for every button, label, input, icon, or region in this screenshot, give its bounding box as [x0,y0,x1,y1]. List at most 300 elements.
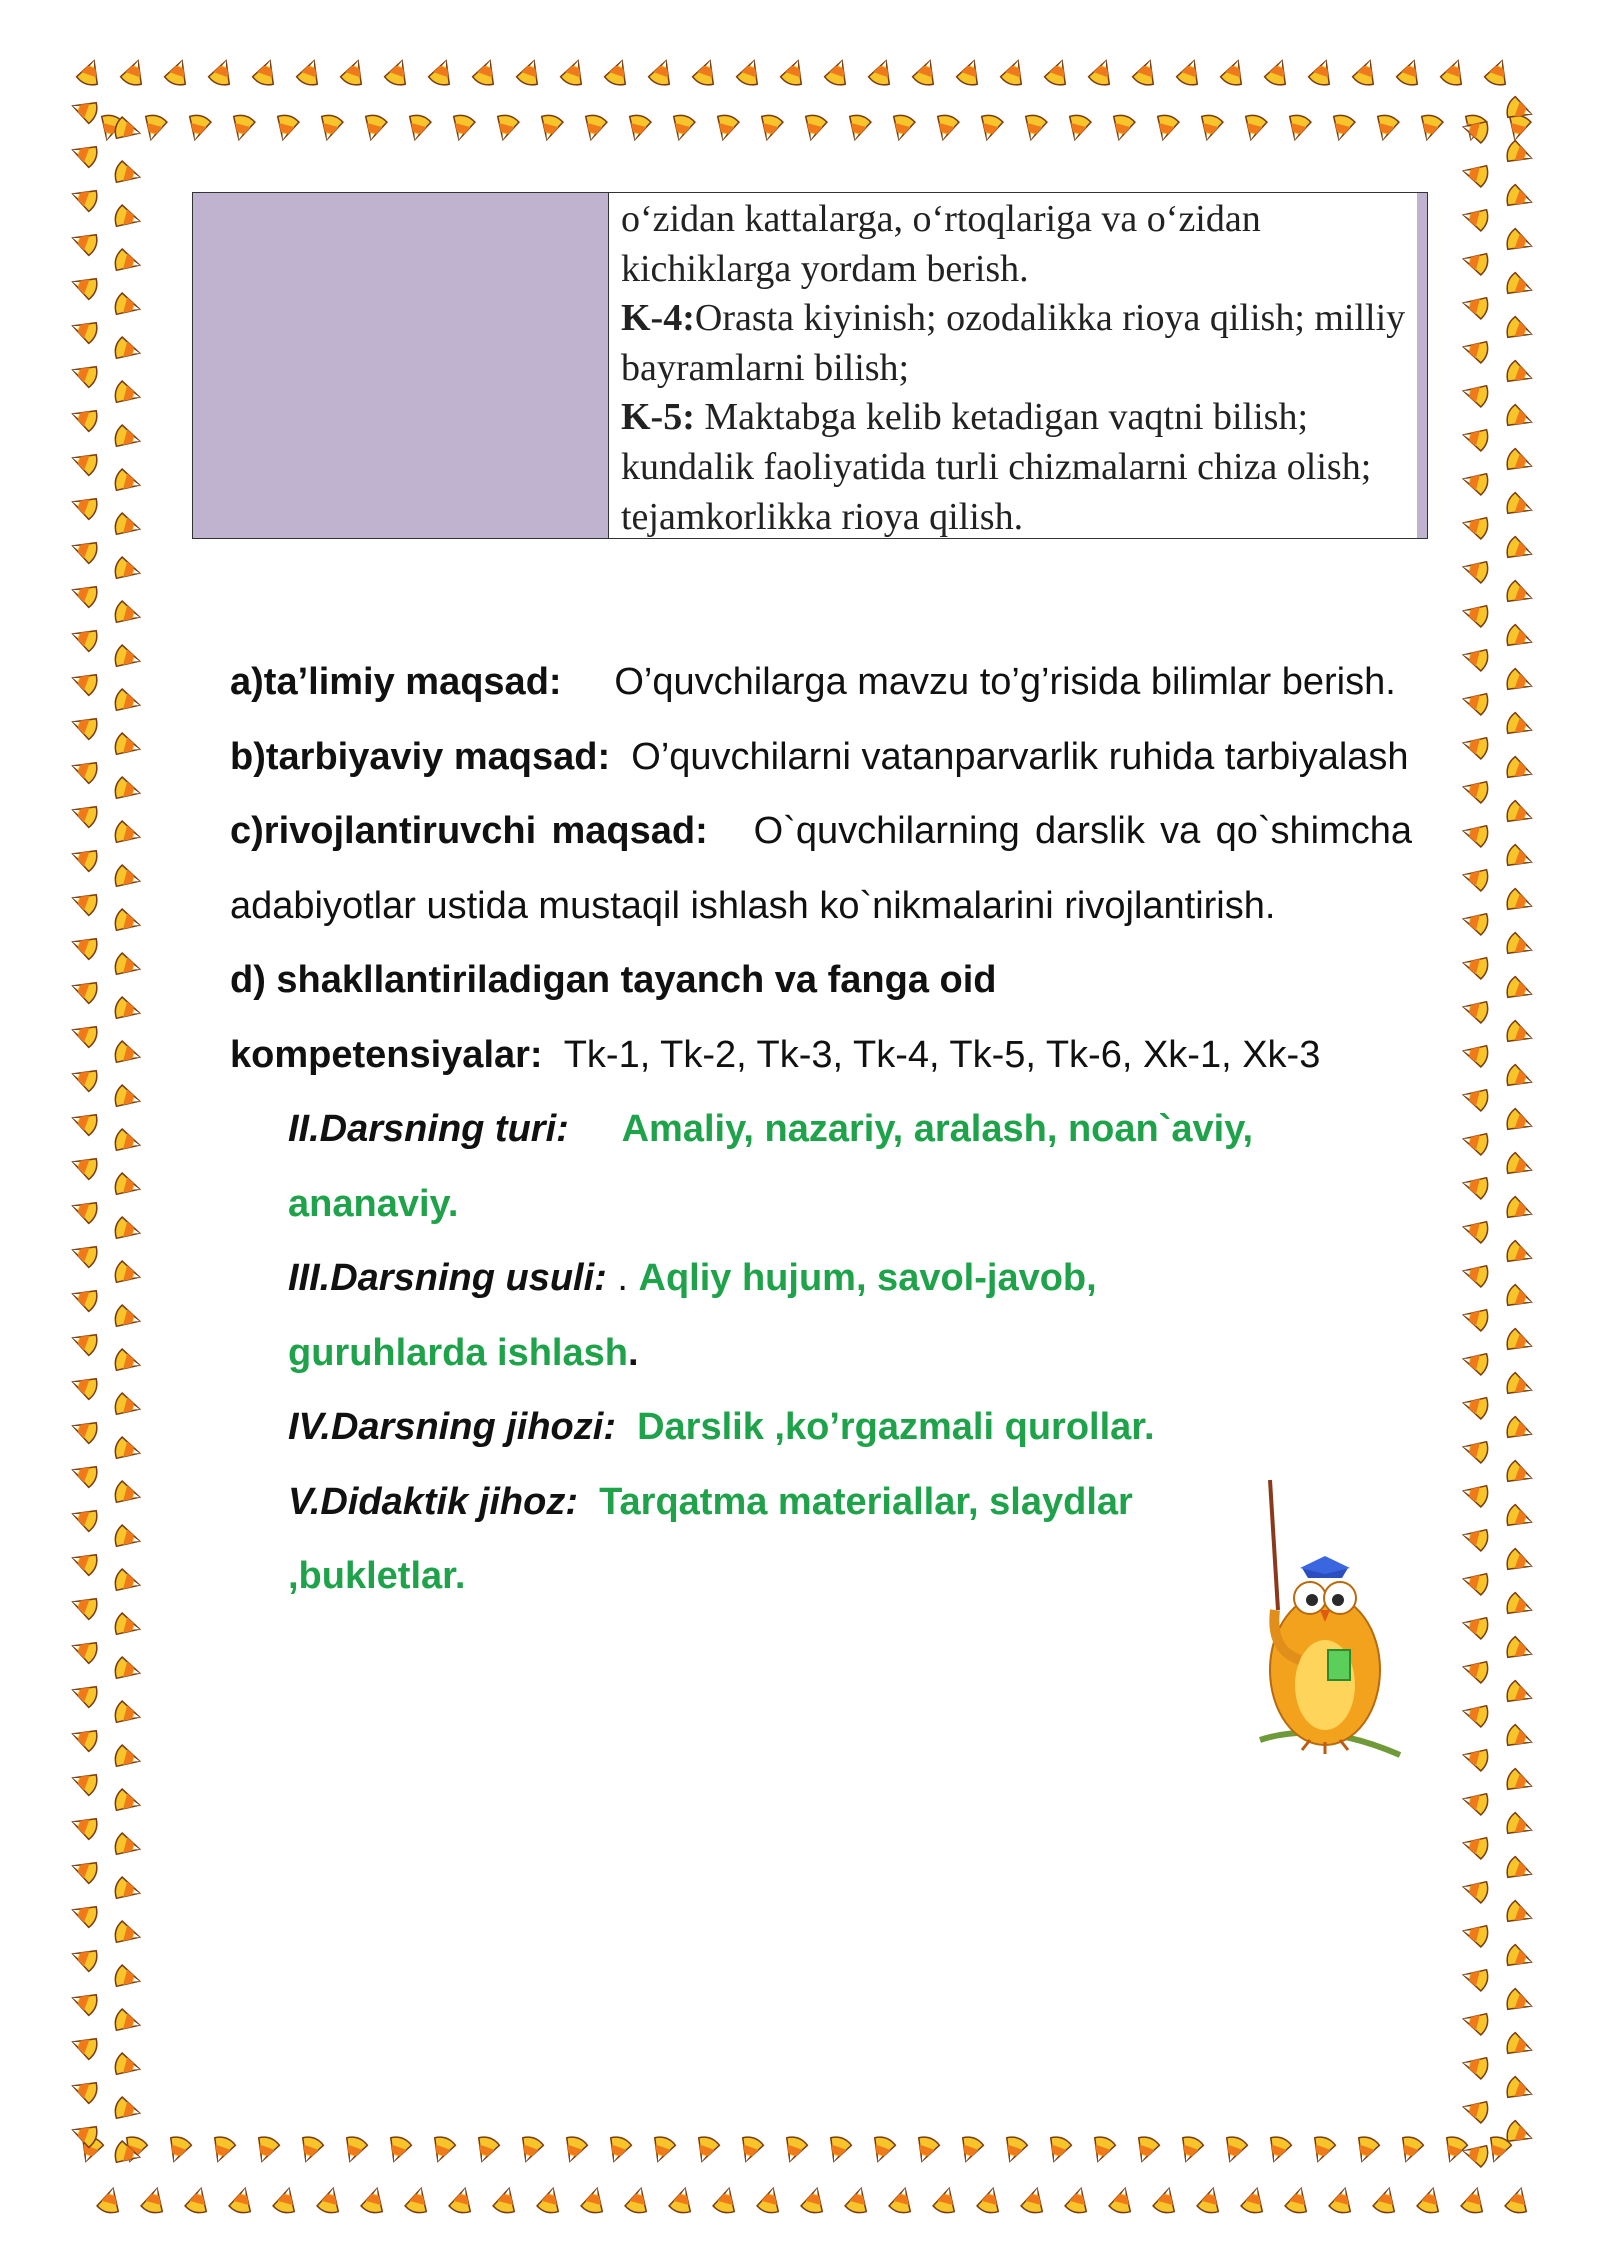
candy-corn-icon [1284,113,1312,142]
candy-corn-icon [1461,1040,1490,1068]
candy-corn-icon [1504,1327,1535,1356]
candy-corn-icon [1264,2134,1293,2165]
candy-corn-icon [272,113,300,142]
candy-corn-icon [113,1876,142,1904]
candy-corn-icon [1504,1459,1535,1488]
candy-corn-icon [1461,996,1490,1024]
candy-corn-icon [1504,1371,1535,1400]
candy-corn-icon [516,2134,545,2165]
candy-corn-icon [1504,1019,1535,1048]
candy-corn-icon [184,113,212,142]
candy-corn-icon [1461,1920,1490,1948]
candy-corn-icon [712,113,740,142]
candy-corn-icon [1020,113,1048,142]
candy-corn-icon [184,2186,212,2215]
candy-corn-icon [69,1064,100,1093]
candy-corn-icon [113,1964,142,1992]
candy-corn-icon [1461,1480,1490,1508]
candy-corn-icon [1461,468,1490,496]
candy-corn-icon [69,1196,100,1225]
candy-corn-icon [1461,204,1490,232]
candy-corn-icon [69,888,100,917]
candy-corn-icon [492,113,520,142]
candy-corn-icon [976,113,1004,142]
candy-corn-icon [113,1744,142,1772]
lesson-method-sep: . [606,1257,639,1299]
candy-corn-icon [1504,447,1535,476]
candy-corn-icon [603,57,632,88]
candy-corn-icon [164,2134,193,2165]
candy-corn-icon [1108,2186,1136,2215]
candy-corn-icon [1504,1107,1535,1136]
candy-corn-icon [1196,113,1224,142]
candy-corn-icon [69,1372,100,1401]
candy-corn-icon [1504,139,1535,168]
lesson-method-label: III.Darsning usuli: [288,1257,607,1299]
candy-corn-icon [1504,315,1535,344]
table-right-cell [609,193,1427,538]
candy-corn-icon [69,756,100,785]
candy-corn-icon [1461,1656,1490,1684]
candy-corn-icon [1504,1679,1535,1708]
candy-corn-icon [1308,2134,1337,2165]
candy-corn-icon [1461,424,1490,452]
candy-corn-icon [113,644,142,672]
candy-corn-icon [113,1568,142,1596]
candy-corn-icon [69,2076,100,2105]
candy-corn-icon [1461,380,1490,408]
candy-corn-icon [113,1788,142,1816]
candy-corn-icon [932,2186,960,2215]
candy-corn-icon [1504,1547,1535,1576]
candy-corn-icon [580,113,608,142]
candy-corn-icon [1504,1899,1535,1928]
candy-corn-icon [1220,2134,1249,2165]
candy-corn-icon [867,57,896,88]
candy-corn-icon [888,113,916,142]
candy-corn-icon [1461,336,1490,364]
lesson-method-end: . [627,1331,639,1374]
candy-corn-icon [536,113,564,142]
candy-corn-icon [868,2134,897,2165]
goal-b [230,720,1412,795]
candy-corn-icon [1504,2075,1535,2104]
candy-corn-icon [515,57,544,88]
goal-d-label-line1: d) shakllantiriladigan tayanch va fanga oid [230,959,997,1001]
candy-corn-icon [1461,1436,1490,1464]
candy-corn-icon [648,2134,677,2165]
candy-corn-icon [888,2186,916,2215]
candy-corn-icon [956,2134,985,2165]
candy-corn-icon [624,2186,652,2215]
candy-corn-icon [691,57,720,88]
candy-corn-icon [1263,57,1292,88]
competency-table [192,192,1428,539]
goal-c-text: O`quvchilarning darslik va qo`shimcha adabiyotlar ustida mustaqil ishlash ko`nikmalarini rivojlantirish. [230,810,1412,927]
candy-corn-icon [1461,1744,1490,1772]
candy-corn-icon [1504,623,1535,652]
candy-corn-icon [1461,644,1490,672]
k4-text: Orasta kiyinish; ozodalikka rioya qilish; milliy bayramlarni bilish; [621,297,1406,389]
candy-corn-icon [1461,688,1490,716]
lesson-type-label: II.Darsning turi: [288,1108,569,1150]
candy-corn-icon [1504,887,1535,916]
candy-corn-icon [472,2134,501,2165]
candy-corn-icon [1152,2186,1180,2215]
candy-corn-icon [912,2134,941,2165]
candy-corn-icon [69,492,100,521]
candy-corn-icon [1504,1987,1535,2016]
candy-corn-icon [69,1768,100,1797]
candy-corn-icon [113,512,142,540]
candy-corn-icon [427,57,456,88]
candy-corn-icon [69,1504,100,1533]
candy-corn-icon [113,1348,142,1376]
candy-corn-icon [1196,2186,1224,2215]
candy-corn-icon [756,2186,784,2215]
candy-corn-icon [1504,1283,1535,1312]
candy-corn-icon [1504,755,1535,784]
candy-corn-icon [113,292,142,320]
candy-corn-icon [1461,512,1490,540]
candy-corn-icon [113,908,142,936]
candy-corn-icon [580,2186,608,2215]
candy-corn-icon [999,57,1028,88]
candy-corn-icon [69,2032,100,2061]
candy-corn-icon [1504,711,1535,740]
candy-corn-icon [208,2134,237,2165]
candy-corn-icon [69,800,100,829]
candy-corn-icon [69,1020,100,1049]
candy-corn-icon [1461,1260,1490,1288]
candy-corn-icon [113,556,142,584]
candy-corn-icon [69,976,100,1005]
candy-corn-icon [1064,2186,1092,2215]
candy-corn-icon [113,1260,142,1288]
candy-corn-icon [1132,2134,1161,2165]
table-left-cell [193,193,609,538]
candy-corn-icon [1504,1151,1535,1180]
candy-corn-icon [844,2186,872,2215]
k4-label: K-4: [621,297,695,340]
table-cell-text: o‘zidan kattalarga, o‘rtoqlariga va o‘zidan kichiklarga yordam berish. [621,198,1261,290]
candy-corn-icon [1440,2134,1469,2165]
candy-corn-icon [228,2186,256,2215]
candy-corn-icon [360,2186,388,2215]
candy-corn-icon [668,2186,696,2215]
candy-corn-icon [113,732,142,760]
candy-corn-icon [1396,2134,1425,2165]
candy-corn-icon [1504,1195,1535,1224]
candy-corn-icon [1461,1612,1490,1640]
candy-corn-icon [69,1988,100,2017]
goal-d-label-line2: kompetensiyalar: [230,1033,543,1076]
candy-corn-icon [69,140,100,169]
candy-corn-icon [316,113,344,142]
candy-corn-icon [69,1592,100,1621]
candy-corn-icon [824,2134,853,2165]
candy-corn-icon [911,57,940,88]
lesson-method [230,1241,1412,1390]
goal-a [230,645,1412,720]
candy-corn-icon [69,448,100,477]
candy-corn-icon [113,1128,142,1156]
k5-text: Maktabga kelib ketadigan vaqtni bilish; kundalik faoliyatida turli chizmalarni chiza olish; tejamkorlikka rioya qilish. [621,396,1372,538]
goal-a-label: a)ta’limiy maqsad: [230,661,562,703]
candy-corn-icon [113,1524,142,1552]
candy-corn-icon [1461,952,1490,980]
candy-corn-icon [113,2096,142,2124]
candy-corn-icon [1351,57,1380,88]
candy-corn-icon [69,316,100,345]
candy-corn-icon [1461,1524,1490,1552]
candy-corn-icon [779,57,808,88]
candy-corn-icon [69,1240,100,1269]
lesson-type-text: Amaliy, nazariy, aralash, noan`aviy, ananaviy. [288,1108,1254,1225]
candy-corn-icon [1504,1767,1535,1796]
candy-corn-icon [712,2186,740,2215]
candy-corn-icon [1372,2186,1400,2215]
candy-corn-icon [1504,403,1535,432]
candy-corn-icon [1504,271,1535,300]
candy-corn-icon [1461,1304,1490,1332]
candy-corn-icon [1461,1788,1490,1816]
candy-corn-icon [1504,1811,1535,1840]
candy-corn-icon [624,113,652,142]
candy-corn-icon [1087,57,1116,88]
candy-corn-icon [69,1856,100,1885]
candy-corn-icon [113,468,142,496]
lesson-didactic-text: Tarqatma materiallar, slaydlar ,bukletlar. [288,1480,1133,1597]
candy-corn-icon [1461,292,1490,320]
candy-corn-icon [1461,820,1490,848]
candy-corn-icon [1460,2186,1488,2215]
candy-corn-icon [1504,359,1535,388]
candy-corn-icon [1219,57,1248,88]
candy-corn-icon [140,2186,168,2215]
lesson-equipment [230,1390,1412,1465]
candy-corn-icon [339,57,368,88]
candy-corn-icon [1131,57,1160,88]
candy-corn-icon [113,2008,142,2036]
candy-corn-icon [1152,113,1180,142]
candy-corn-icon [1461,1832,1490,1860]
goal-d [230,943,1412,1092]
candy-corn-icon [113,1920,142,1948]
candy-corn-icon [1504,667,1535,696]
owl-teacher-icon [1230,1470,1410,1770]
candy-corn-icon [428,2134,457,2165]
candy-corn-icon [448,113,476,142]
candy-corn-icon [1461,1964,1490,1992]
goal-b-label: b)tarbiyaviy maqsad: [230,735,611,778]
candy-corn-icon [1461,1216,1490,1244]
candy-corn-icon [1461,908,1490,936]
candy-corn-icon [69,1680,100,1709]
candy-corn-icon [1504,579,1535,608]
candy-corn-icon [1504,535,1535,564]
candy-corn-icon [560,2134,589,2165]
candy-corn-icon [113,204,142,232]
candy-corn-icon [1175,57,1204,88]
candy-corn-icon [1461,556,1490,584]
candy-corn-icon [113,1216,142,1244]
candy-corn-icon [1461,1172,1490,1200]
candy-corn-icon [228,113,256,142]
candy-corn-icon [735,57,764,88]
candy-corn-icon [113,776,142,804]
candy-corn-icon [800,2186,828,2215]
candy-corn-icon [69,712,100,741]
candy-corn-icon [113,248,142,276]
goal-c-label: c)rivojlantiruvchi maqsad: [230,810,708,852]
candy-corn-icon [163,57,192,88]
candy-corn-icon [1461,2096,1490,2124]
candy-corn-icon [140,113,168,142]
candy-corn-icon [1504,1063,1535,1092]
candy-corn-icon [295,57,324,88]
candy-corn-icon [69,624,100,653]
candy-corn-icon [1461,1392,1490,1420]
candy-corn-icon [113,820,142,848]
candy-corn-icon [1352,2134,1381,2165]
candy-corn-icon [1020,2186,1048,2215]
candy-corn-icon [69,1328,100,1357]
candy-corn-icon [340,2134,369,2165]
candy-corn-icon [1284,2186,1312,2215]
candy-corn-icon [800,113,828,142]
candy-corn-icon [69,932,100,961]
candy-corn-icon [1461,1568,1490,1596]
candy-corn-icon [1504,799,1535,828]
candy-corn-icon [1043,57,1072,88]
candy-corn-icon [69,1108,100,1137]
candy-corn-icon [1064,113,1092,142]
candy-corn-icon [1328,2186,1356,2215]
candy-corn-icon [1504,2186,1532,2215]
candy-corn-icon [1461,1700,1490,1728]
candy-corn-icon [113,336,142,364]
candy-corn-icon [113,380,142,408]
candy-corn-icon [668,113,696,142]
candy-corn-icon [1483,57,1512,88]
candy-corn-icon [1504,1503,1535,1532]
candy-corn-icon [1461,864,1490,892]
candy-corn-icon [1461,1876,1490,1904]
candy-corn-icon [1461,160,1490,188]
candy-corn-icon [1504,843,1535,872]
candy-corn-icon [69,228,100,257]
candy-corn-icon [1461,600,1490,628]
candy-corn-icon [69,1900,100,1929]
candy-corn-icon [492,2186,520,2215]
lesson-equipment-label: IV.Darsning jihozi: [288,1406,616,1448]
candy-corn-icon [1461,1348,1490,1376]
candy-corn-icon [113,688,142,716]
candy-corn-icon [113,1656,142,1684]
candy-corn-icon [1504,491,1535,520]
candy-corn-icon [1088,2134,1117,2165]
candy-corn-icon [69,272,100,301]
goal-d-text: Tk-1, Tk-2, Tk-3, Tk-4, Tk-5, Tk-6, Xk-1, Xk-3 [563,1033,1321,1076]
candy-corn-icon [69,184,100,213]
candy-corn-icon [69,1944,100,1973]
candy-corn-icon [383,57,412,88]
candy-corn-icon [1504,1591,1535,1620]
candy-corn-icon [1461,2052,1490,2080]
candy-corn-icon [647,57,676,88]
candy-corn-icon [404,113,432,142]
candy-corn-icon [932,113,960,142]
candy-corn-icon [955,57,984,88]
candy-corn-icon [69,96,100,125]
candy-corn-icon [1504,1943,1535,1972]
candy-corn-icon [113,600,142,628]
lesson-equipment-text: Darslik ,ko’rgazmali qurollar. [637,1406,1155,1448]
candy-corn-icon [404,2186,432,2215]
candy-corn-icon [1504,1855,1535,1884]
candy-corn-icon [1176,2134,1205,2165]
candy-corn-icon [113,1304,142,1332]
candy-corn-icon [113,1832,142,1860]
candy-corn-icon [113,2052,142,2080]
candy-corn-icon [69,1724,100,1753]
candy-corn-icon [448,2186,476,2215]
candy-corn-icon [1461,1084,1490,1112]
candy-corn-icon [113,1040,142,1068]
k5-label: K-5: [621,396,695,439]
candy-corn-icon [1504,1635,1535,1664]
lesson-content [230,645,1412,1614]
candy-corn-icon [823,57,852,88]
candy-corn-icon [1504,931,1535,960]
candy-corn-icon [69,1812,100,1841]
candy-corn-icon [113,1084,142,1112]
candy-corn-icon [69,1548,100,1577]
candy-corn-icon [69,1152,100,1181]
candy-corn-icon [1240,113,1268,142]
candy-corn-icon [1416,2186,1444,2215]
candy-corn-icon [69,668,100,697]
candy-corn-icon [1416,113,1444,142]
candy-corn-icon [1461,2008,1490,2036]
candy-corn-icon [384,2134,413,2165]
candy-corn-icon [604,2134,633,2165]
candy-corn-icon [113,1700,142,1728]
candy-corn-icon [1461,776,1490,804]
candy-corn-icon [296,2134,325,2165]
candy-corn-icon [1372,113,1400,142]
candy-corn-icon [69,1460,100,1489]
candy-corn-icon [1108,113,1136,142]
candy-corn-icon [113,160,142,188]
candy-corn-icon [1461,732,1490,760]
candy-corn-icon [113,1480,142,1508]
candy-corn-icon [113,1392,142,1420]
candy-corn-icon [559,57,588,88]
candy-corn-icon [69,404,100,433]
candy-corn-icon [780,2134,809,2165]
candy-corn-icon [1461,248,1490,276]
candy-corn-icon [69,1636,100,1665]
candy-corn-icon [96,2186,124,2215]
candy-corn-icon [69,1416,100,1445]
candy-corn-icon [736,2134,765,2165]
candy-corn-icon [113,996,142,1024]
lesson-didactic-label: V.Didaktik jihoz: [288,1480,578,1523]
candy-corn-icon [316,2186,344,2215]
goal-c [230,794,1412,943]
